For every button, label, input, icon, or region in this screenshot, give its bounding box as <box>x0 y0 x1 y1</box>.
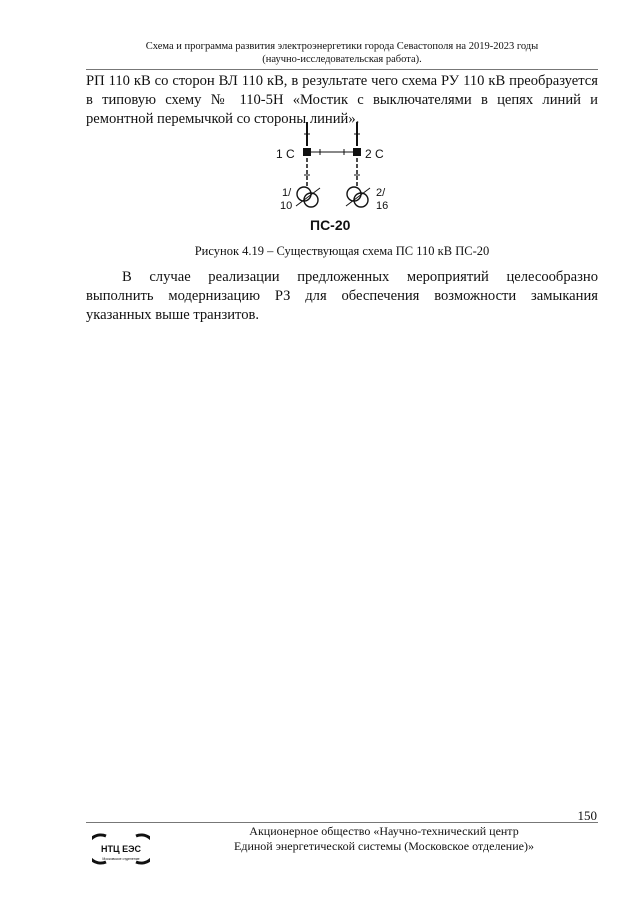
header-title: Схема и программа развития электроэнергетики города Севастополя на 2019-2023 годы <box>145 41 539 52</box>
breaker-1c <box>303 148 311 156</box>
footer-company <box>170 824 598 854</box>
label-t2-bottom: 16 <box>376 200 389 212</box>
label-t1-bottom: 10 <box>280 200 293 212</box>
substation-title: ПС-20 <box>310 217 351 233</box>
label-2c: 2 С <box>365 147 384 161</box>
breaker-2c <box>353 148 361 156</box>
body-paragraph-1: РП 110 кВ со сторон ВЛ 110 кВ, в результате чего схема РУ 110 кВ преобразуется в типовую схему № 110-5Н «Мостик с выключателями в цепях линий и ремонтной перемычкой со стороны линий». <box>86 73 598 127</box>
body-paragraph-2: В случае реализации предложенных мероприятий целесообразно выполнить модернизацию РЗ для обеспечения возможности замыкания указанных выше транзитов. <box>86 269 598 323</box>
label-t1-top: 1/ <box>282 187 292 199</box>
document-header <box>86 40 598 66</box>
figure-caption: Рисунок 4.19 – Существующая схема ПС 110 кВ ПС-20 <box>194 244 490 258</box>
footer-line-1: Акционерное общество «Научно-технический центр <box>249 824 519 838</box>
footer-divider <box>86 822 598 823</box>
header-divider <box>86 69 598 70</box>
page-number: 150 <box>577 808 597 823</box>
label-1c: 1 С <box>276 147 295 161</box>
footer-line-2: Единой энергетической системы (Московское отделение)» <box>234 839 534 853</box>
label-t2-top: 2/ <box>376 187 386 199</box>
substation-diagram <box>262 120 402 236</box>
header-subtitle: (научно-исследовательская работа). <box>262 54 422 65</box>
company-logo <box>92 830 150 868</box>
logo-subtext: Московское отделение <box>102 857 140 861</box>
logo-text: НТЦ ЕЭС <box>101 844 141 854</box>
